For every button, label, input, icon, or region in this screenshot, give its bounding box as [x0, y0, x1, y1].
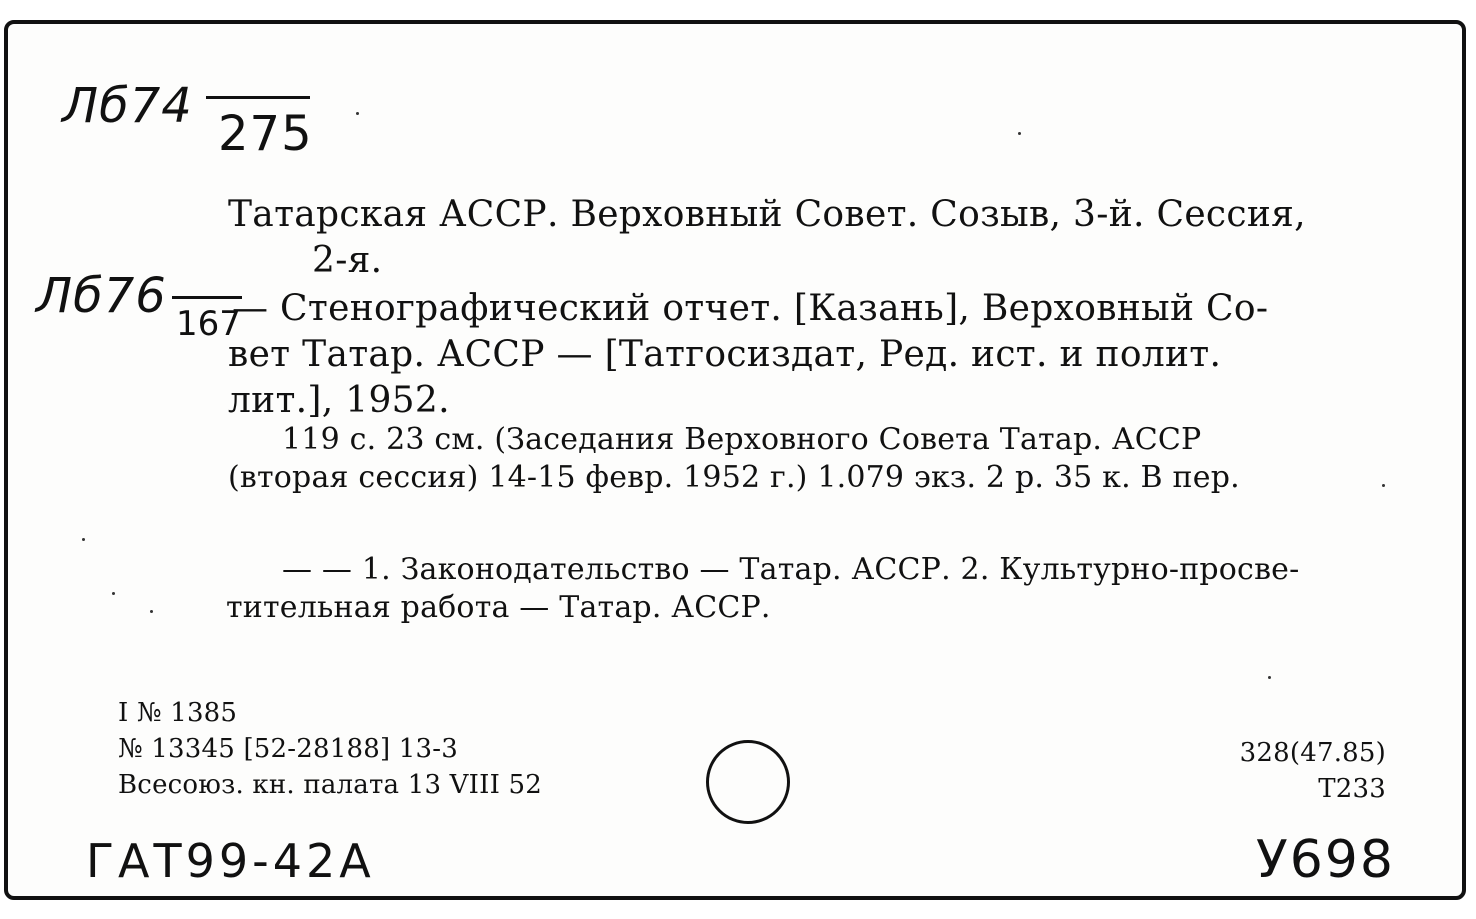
handwritten-note-right: У698: [1256, 830, 1395, 890]
call-number-primary-suffix: 275: [218, 106, 313, 162]
call-number-primary-prefix: Лб74: [62, 78, 193, 134]
classification-code: 328(47.85): [1239, 738, 1386, 768]
entry-title-line-2: вет Татар. АССР — [Татгосиздат, Ред. ист. и полит.: [228, 334, 1222, 375]
scan-speck: [112, 592, 115, 595]
stamp-circle: [706, 740, 790, 824]
footer-inventory-number: I № 1385: [118, 698, 238, 728]
author-mark: Т233: [1318, 774, 1386, 804]
footer-registration-number: № 13345 [52-28188] 13-3: [118, 734, 458, 764]
entry-title-line-3: лит.], 1952.: [228, 380, 450, 421]
footer-chamber-date: Всесоюз. кн. палата 13 VIII 52: [118, 770, 543, 800]
scan-speck: [356, 112, 359, 115]
entry-collation-line-2: (вторая сессия) 14-15 февр. 1952 г.) 1.079 экз. 2 р. 35 к. В пер.: [228, 460, 1240, 495]
scan-speck: [82, 538, 85, 541]
entry-subjects-line-2: тительная работа — Татар. АССР.: [226, 590, 771, 625]
call-number-primary-fraction-line: [206, 96, 310, 99]
entry-title-line-1: — Стенографический отчет. [Казань], Верховный Со-: [232, 288, 1269, 329]
entry-heading-line-2: 2-я.: [312, 240, 383, 281]
scan-speck: [1268, 676, 1271, 679]
call-number-secondary-suffix: 167: [176, 304, 241, 344]
handwritten-note-left: ГАТ99-42А: [86, 834, 375, 888]
entry-heading-line-1: Татарская АССР. Верховный Совет. Созыв, 3-й. Сессия,: [228, 194, 1306, 235]
scan-speck: [1018, 132, 1021, 135]
entry-collation-line-1: 119 с. 23 см. (Заседания Верховного Совета Татар. АССР: [282, 422, 1202, 457]
call-number-secondary-prefix: Лб76: [36, 268, 167, 324]
scan-speck: [150, 610, 153, 613]
scan-speck: [1382, 484, 1385, 487]
entry-subjects-line-1: — — 1. Законодательство — Татар. АССР. 2. Культурно-просве-: [282, 552, 1300, 587]
